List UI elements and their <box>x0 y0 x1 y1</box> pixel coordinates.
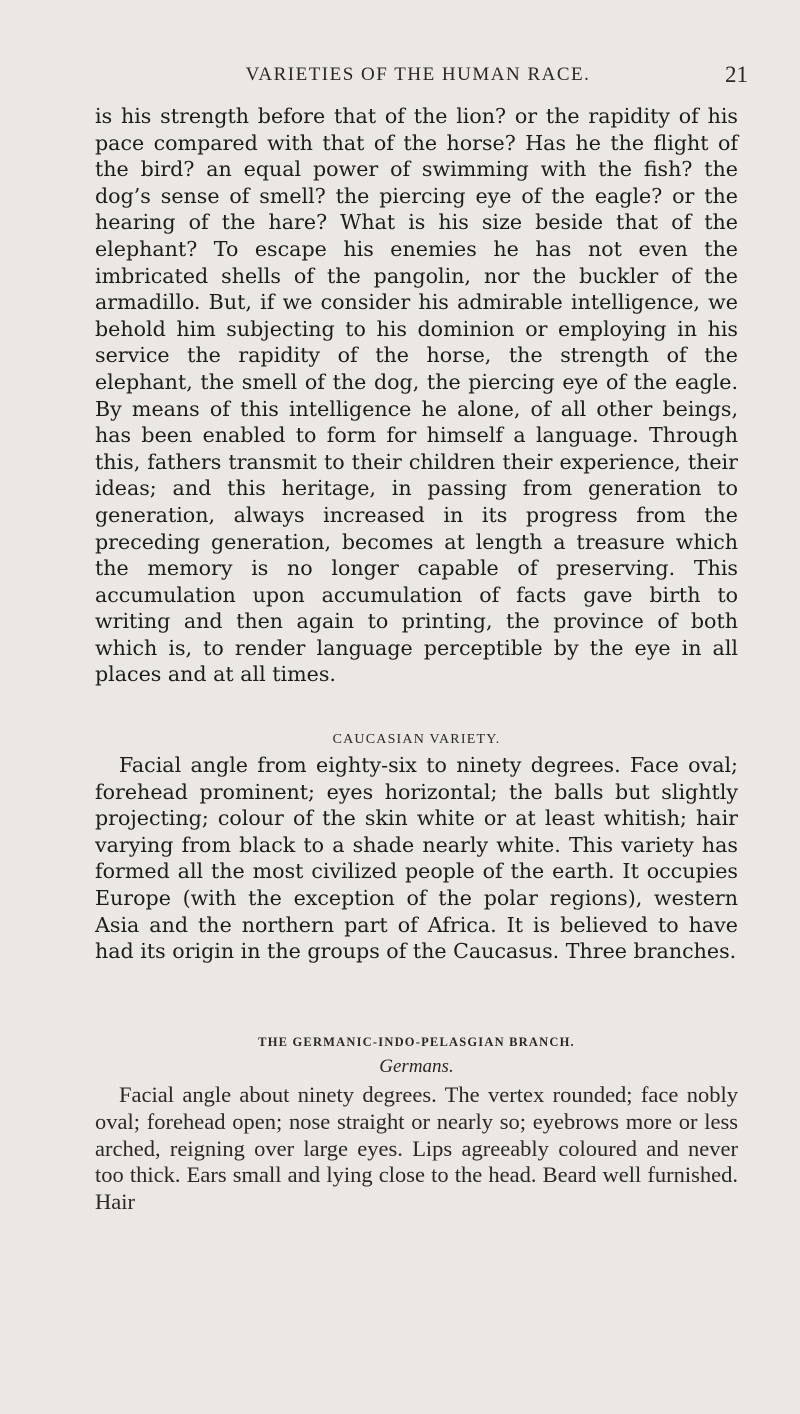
germans-subheading: Germans. <box>379 1056 454 1077</box>
body-text-block-2 <box>95 752 738 965</box>
page-number: 21 <box>725 62 748 87</box>
caucasian-variety-paragraph: Facial angle from eighty-six to ninety degrees. Face oval; forehead prominent; eyes horizontal; the balls but slightly projecting; colour of the skin white or at least whitish; hair varying from black to a shade nearly white. This variety has formed all the most civilized people of the earth. It occupies Europe (with the exception of the polar regions), western Asia and the northern part of Africa. It is believed to have had its origin in the groups of the Caucasus. Three branches. <box>95 753 738 964</box>
running-title: VARIETIES OF THE HUMAN RACE. <box>245 64 591 85</box>
caucasian-variety-heading: CAUCASIAN VARIETY. <box>332 732 501 747</box>
germans-paragraph: Facial angle about ninety degrees. The vertex rounded; face nobly oval; forehead open; nose straight or nearly so; eyebrows more or less arched, reigning over large eyes. Lips agreeably coloured and never too thick. Ears small and lying close to the head. Beard well furnished. Hair <box>95 1082 738 1215</box>
paragraph-continuation: is his strength before that of the lion? or the rapidity of his pace compared with that of the horse? Has he the flight of the bird? an equal power of swimming with the fish? the dog’s sense of smell? the piercing eye of the eagle? or the hearing of the hare? What is his size beside that of the elephant? To escape his enemies he has not even the imbricated shells of the pangolin, nor the buckler of the armadillo. But, if we consider his admirable intelligence, we behold him subjecting to his dominion or employing in his service the rapidity of the horse, the strength of the elephant, the smell of the dog, the piercing eye of the eagle. By means of this intelligence he alone, of all other beings, has been enabled to form for himself a language. Through this, fathers transmit to their children their experience, their ideas; and this heritage, in passing from generation to generation, always increased in its progress from the preceding generation, becomes at length a treasure which the memory is no longer capable of preserving. This accumulation upon accumulation of facts gave birth to writing and then again to printing, the province of both which is, to render language perceptible by the eye in all places and at all times. <box>95 104 738 687</box>
germanic-branch-heading: THE GERMANIC-INDO-PELASGIAN BRANCH. <box>258 1035 575 1049</box>
body-text-block-3 <box>95 1082 738 1216</box>
running-head <box>88 60 748 90</box>
body-text-block-1 <box>95 103 738 688</box>
